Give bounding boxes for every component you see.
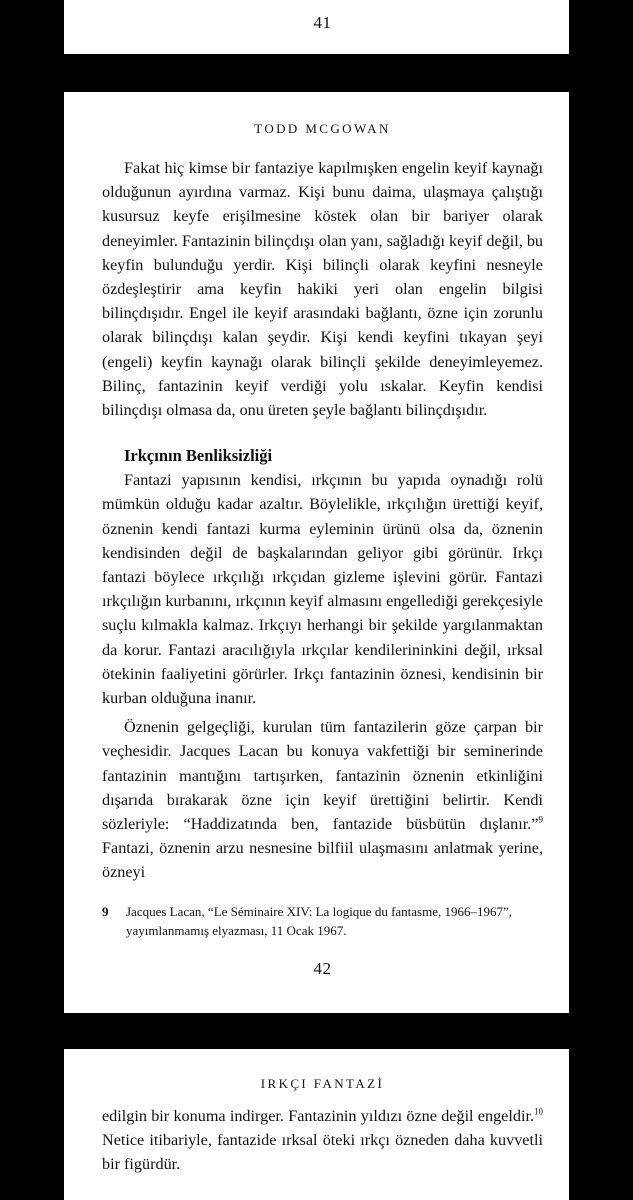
footnote — [102, 902, 543, 941]
paragraph-text: Netice itibariyle, fantazide ırksal öteki ırkçı özneden daha kuvvetli bir figürdür. — [102, 1131, 543, 1174]
book-page-middle — [64, 92, 569, 1013]
page-number: 41 — [313, 13, 332, 32]
body-paragraph: Fantazi yapısının kendisi, ırkçının bu yapıda oynadığı rolü mümkün olduğu kadar azaltır. Böylelikle, ırkçılığın ürettiği keyif, öznenin kendi fantazi kurma eyleminin ürünü olsa da, öznenin kendisinden değil de başkalarından geliyor gibi görünür. Irkçı fantazi böylece ırkçılığı ırkçıdan gizleme işlevini görür. Fantazi ırkçılığın kurbanını, ırkçının keyif almasını engellediği gerekçesiyle suçlu kılmakla kalmaz. Irkçıyı herhangi bir şekilde yargılanmaktan da korur. Fantazi aracılığıyla ırkçılar kendilerininkini değil, ırksal ötekinin faaliyetini görürler. Irkçı fantazinin öznesi, kendisinin bir kurban olduğuna inanır. — [102, 471, 543, 708]
page-number: 42 — [313, 958, 332, 978]
running-header: IRKÇI FANTAZİ — [260, 1076, 385, 1091]
body-paragraph: Fakat hiç kimse bir fantaziye kapılmışken engelin keyif kaynağı olduğunun ayırdına varmaz. Kişi bunu daima, ulaşmaya çalıştığı kusursuz keyfe erişilmesine köstek olan bir bariyer olarak deneyimler. Fantazinin bilinçdışı olan yanı, sağladığı keyif değil, bu keyfin bulunduğu yerdir. Kişi bilinçli olarak keyfini nesneyle özdeşleştirir ama keyfin hakiki yeri olan engelin bilgisi bilinçdışıdır. Engel ile keyif arasındaki bağlantı, özne için zorunlu olarak bilinçdışı kalan şeydir. Kişi kendi keyfini tıkayan şeyi (engeli) keyfin kaynağı olarak bilinçli şekilde deneyimleyemez. Bilinç, fantazinin keyif verdiği yolu ıskalar. Keyfin kendisi bilinçdışı olmasa da, onu üreten şeyle bağlantı bilinçdışıdır. — [102, 159, 544, 420]
body-paragraph — [102, 1104, 543, 1177]
section-heading: Irkçının Benliksizliği — [124, 446, 273, 466]
footnote-reference: 9 — [538, 814, 543, 825]
running-header: TODD MCGOWAN — [254, 121, 391, 136]
paragraph-text: Fantazi, öznenin arzu nesnesine bilfiil ulaşmasını anlatmak yerine, özneyi — [102, 839, 543, 882]
footnote-text: Jacques Lacan, “Le Séminaire XIV: La logique du fantasme, 1966–1967”, yayımlanmamış elyazması, 11 Ocak 1967. — [126, 903, 513, 939]
footnote-reference: 10 — [534, 1106, 543, 1117]
paragraph-text: edilgin bir konuma indirger. Fantazinin yıldızı özne değil engeldir. — [102, 1107, 534, 1125]
body-paragraph — [102, 715, 543, 884]
book-page-bottom — [64, 1049, 569, 1200]
footnote-number: 9 — [102, 903, 109, 919]
paragraph-text: Öznenin gelgeçliği, kurulan tüm fantazilerin göze çarpan bir veçhesidir. Jacques Lacan bu konuya vakfettiği bir seminerinde fantazinin mantığını tartışırken, fantazinin öznenin etkinliğini dışarıda bırakarak özne için keyif ürettiğini belirtir. Kendi sözleriyle: “Haddizatında ben, fantazide büsbütün dışlanır.” — [102, 718, 543, 834]
footnotes — [102, 902, 543, 941]
book-page-top — [64, 0, 569, 54]
